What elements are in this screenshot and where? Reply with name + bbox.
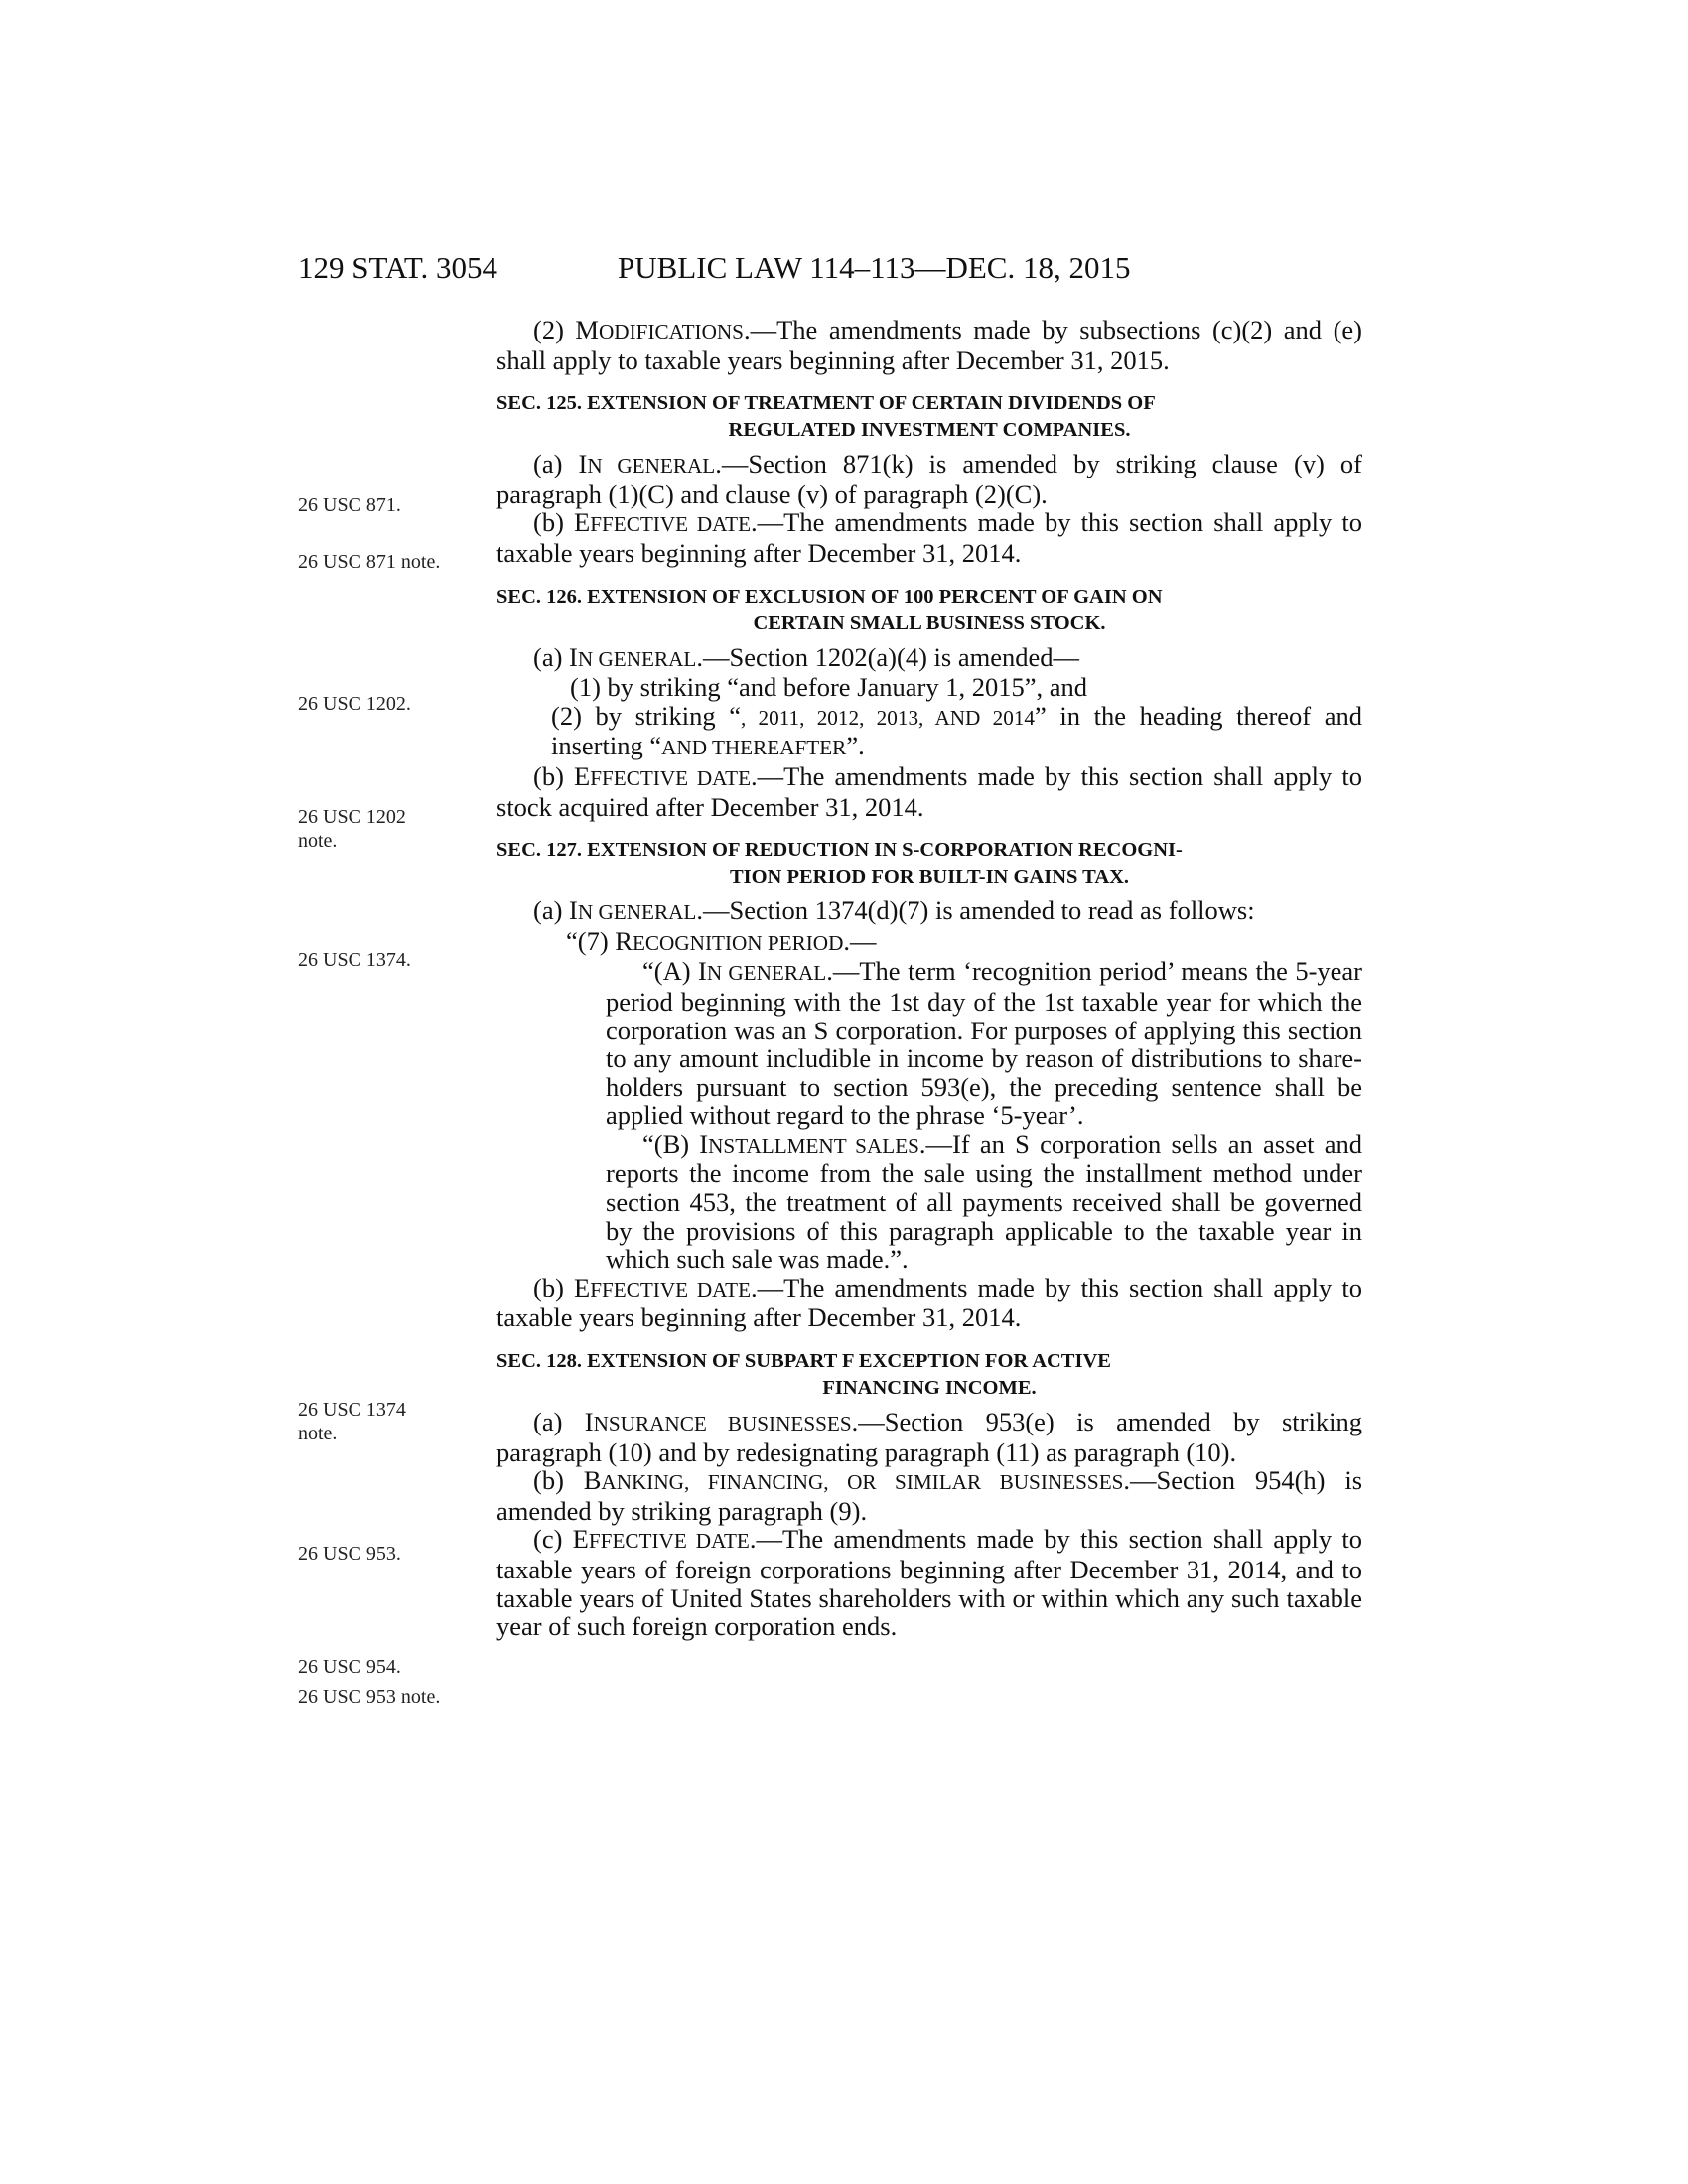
sidenote-line: note.: [298, 1423, 338, 1444]
section-128-c: (c) EFFECTIVE DATE.—The amendments made by this section shall apply to taxable years of foreign corporations beginning after December 31, 2014, and to taxable years of United States shareholders with or within which any such taxable year of such foreign corporation ends.: [496, 1524, 1362, 1642]
section-127-7: “(7) RECOGNITION PERIOD.—: [566, 925, 877, 956]
page-reference: 129 STAT. 3054: [298, 250, 498, 285]
sidenote: 26 USC 871.: [298, 494, 401, 516]
sidenote: [298, 805, 477, 853]
sidenote: 26 USC 954.: [298, 1656, 401, 1678]
section-125-b: (b) EFFECTIVE DATE.—The amendments made by this section shall apply to taxable years beginning after December 31, 2014.: [496, 507, 1362, 568]
section-heading-128: SEC. 128. EXTENSION OF SUBPART F EXCEPTION FOR ACTIVE FINANCING INCOME.: [496, 1350, 1111, 1400]
section-126-a-1: (1) by striking “and before January 1, 2015”, and: [570, 672, 1088, 703]
sidenote: 26 USC 953 note.: [298, 1686, 441, 1707]
section-128-b: (b) BANKING, FINANCING, OR SIMILAR BUSINESSES.—Section 954(h) is amended by striking paragraph (9).: [496, 1465, 1363, 1526]
sidenote: [298, 1398, 477, 1445]
section-heading-127: SEC. 127. EXTENSION OF REDUCTION IN S-CORPORATION RECOGNI- TION PERIOD FOR BUILT-IN GAINS TAX.: [496, 839, 1183, 888]
sidenote: 26 USC 1374.: [298, 949, 411, 971]
sidenote: 26 USC 1202.: [298, 693, 411, 715]
sidenote-line: 26 USC 1374: [298, 1399, 406, 1421]
section-126-a: (a) IN GENERAL.—Section 1202(a)(4) is amended—: [533, 641, 1079, 672]
paragraph-modifications: (2) MODIFICATIONS.—The amendments made by subsections (c)(2) and (e) shall apply to taxable years beginning after December 31, 2015.: [496, 315, 1362, 375]
section-127-b: (b) EFFECTIVE DATE.—The amendments made by this section shall apply to taxable years beginning after December 31, 2014.: [496, 1272, 1362, 1333]
main-text: [496, 316, 1362, 1641]
sidenote: 26 USC 953.: [298, 1543, 401, 1565]
sidenote-line: note.: [298, 830, 338, 852]
section-heading-125: SEC. 125. EXTENSION OF TREATMENT OF CERTAIN DIVIDENDS OF REGULATED INVESTMENT COMPANIES.: [496, 392, 1156, 442]
section-127-A: “(A) IN GENERAL.—The term ‘recognition period’ means the 5-year period beginning with the 1st day of the 1st taxable year for which the corporation was an S corporation. For purposes of applying this section to any amount includible in income by reason of distributions to shareholders pursuant to section 593(e), the preceding sentence shall be applied without regard to the phrase ‘5-year’.: [606, 956, 1363, 1131]
sidenote-line: 26 USC 1202: [298, 806, 406, 828]
section-heading-126: SEC. 126. EXTENSION OF EXCLUSION OF 100 PERCENT OF GAIN ON CERTAIN SMALL BUSINESS STOCK.: [496, 585, 1163, 634]
section-126-a-2: (2) by striking “, 2011, 2012, 2013, AND 2014” in the heading thereof and inserting “AND THEREAFTER”.: [551, 700, 1362, 761]
section-127-a: (a) IN GENERAL.—Section 1374(d)(7) is amended to read as follows:: [533, 895, 1255, 926]
running-title: PUBLIC LAW 114–113—DEC. 18, 2015: [618, 250, 1131, 285]
section-125-a: (a) IN GENERAL.—Section 871(k) is amended by striking clause (v) of paragraph (1)(C) and clause (v) of paragraph (2)(C).: [496, 449, 1362, 509]
section-128-a: (a) INSURANCE BUSINESSES.—Section 953(e) is amended by striking paragraph (10) and by redesignating paragraph (11) as paragraph (10).: [496, 1407, 1362, 1467]
sidenote: 26 USC 871 note.: [298, 551, 441, 573]
running-header: [298, 250, 1370, 290]
section-126-b: (b) EFFECTIVE DATE.—The amendments made by this section shall apply to stock acquired after December 31, 2014.: [496, 760, 1362, 822]
section-127-B: “(B) INSTALLMENT SALES.—If an S corporation sells an asset and reports the income from the sale using the installment method under section 453, the treatment of all payments received shall be governed by the provisions of this paragraph applicable to the taxable year in which such sale was made.”.: [606, 1128, 1362, 1275]
